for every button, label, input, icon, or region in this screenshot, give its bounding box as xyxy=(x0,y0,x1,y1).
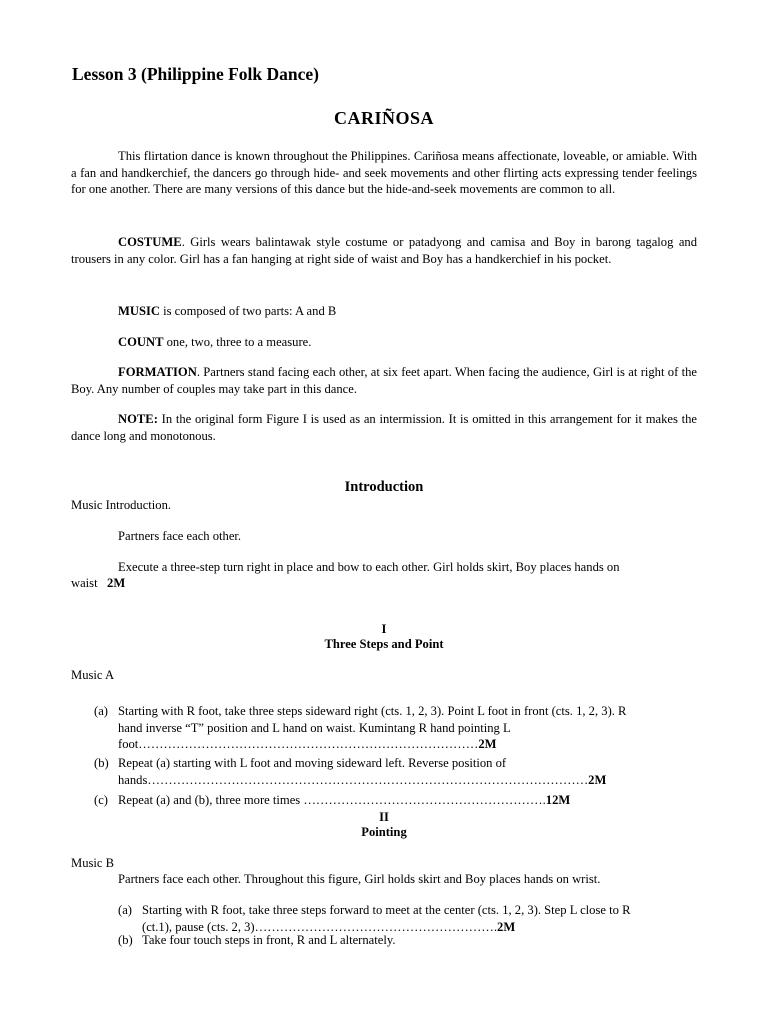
costume-paragraph xyxy=(71,234,697,267)
introduction-line-2-end xyxy=(71,575,125,592)
item-measure: 12M xyxy=(545,793,571,807)
figure-2-item-b xyxy=(118,932,698,949)
figure-1-item-c xyxy=(94,792,698,809)
item-measure: 2M xyxy=(588,772,607,787)
formation-label: FORMATION xyxy=(118,365,197,379)
figure-2-item-a xyxy=(118,902,698,936)
item-marker: (b) xyxy=(118,933,133,947)
introduction-music: Music Introduction. xyxy=(71,498,172,512)
item-line: Repeat (a) starting with L foot and moving sideward left. Reverse position of xyxy=(118,756,507,770)
note-paragraph xyxy=(71,411,697,444)
figure-1-numeral: I xyxy=(381,622,387,636)
item-measure: 2M xyxy=(497,919,516,934)
item-line-with-measure xyxy=(118,772,698,789)
introduction-line-2: Execute a three-step turn right in place and bow to each other. Girl holds skirt, Boy places hands on xyxy=(118,560,620,574)
item-line: hand inverse “T” position and L hand on waist. Kumintang R hand pointing L xyxy=(118,720,511,735)
note-label: NOTE: xyxy=(118,412,158,426)
item-marker: (a) xyxy=(118,903,132,917)
costume-text: . Girls wears balintawak style costume or patadyong and camisa and Boy in barong tagalog and trousers in any color. Girl has a fan hanging at right side of waist and Boy has a handkerchief in his pocket. xyxy=(71,235,697,266)
formation-text: . Partners stand facing each other, at six feet apart. When facing the audience, Girl is at right of the Boy. Any number of couples may take part in this dance. xyxy=(71,365,697,396)
music-text: is composed of two parts: A and B xyxy=(159,304,337,318)
note-text: In the original form Figure I is used as an intermission. It is omitted in this arrangement for it makes the dance long and monotonous. xyxy=(71,412,697,443)
music-paragraph xyxy=(71,303,697,320)
item-line: Starting with R foot, take three steps sideward right (cts. 1, 2, 3). Point L foot in front (cts. 1, 2, 3). R xyxy=(118,704,627,718)
lesson-title: Lesson 3 (Philippine Folk Dance) xyxy=(72,64,319,84)
item-line: (ct.1), pause (cts. 2, 3)…………………………………………………. xyxy=(142,919,498,934)
introduction-title: Introduction xyxy=(344,479,424,495)
music-label: MUSIC xyxy=(118,304,160,318)
item-line: hands…………………………………………………………………………………………… xyxy=(118,772,589,787)
introduction-line-2-tail: waist xyxy=(71,576,98,590)
item-marker: (b) xyxy=(94,756,109,770)
introduction-measure: 2M xyxy=(107,576,126,590)
formation-paragraph xyxy=(71,364,697,397)
item-line: Starting with R foot, take three steps forward to meet at the center (cts. 1, 2, 3). Step L close to R xyxy=(142,903,631,917)
item-line-with-measure xyxy=(118,736,698,753)
item-marker: (a) xyxy=(94,704,108,718)
figure-2-title: Pointing xyxy=(361,825,407,839)
dance-title: CARIÑOSA xyxy=(333,108,434,128)
item-line: foot……………………………………………………………………… xyxy=(118,737,479,751)
figure-2-numeral: II xyxy=(379,810,389,824)
count-label: COUNT xyxy=(118,335,164,349)
item-measure: 2M xyxy=(478,737,497,751)
intro-paragraph-text: This flirtation dance is known throughout the Philippines. Cariñosa means affectionate, loveable, or amiable. With a fan and handkerchief, the dancers go through hide- and seek movements and other flirting acts expressing tender feelings for one another. There are many versions of this dance but the hide-and-seek movements are common to all. xyxy=(71,149,697,196)
figure-2-line-1: Partners face each other. Throughout this figure, Girl holds skirt and Boy places hands on wrist. xyxy=(118,872,601,886)
introduction-line-1: Partners face each other. xyxy=(118,529,242,543)
intro-paragraph xyxy=(71,148,697,198)
figure-1-item-a xyxy=(94,703,698,753)
item-line: Repeat (a) and (b), three more times …………………………………………………. xyxy=(118,793,546,807)
item-marker: (c) xyxy=(94,793,108,807)
item-line: Take four touch steps in front, R and L alternately. xyxy=(142,933,396,947)
count-paragraph xyxy=(71,334,697,351)
count-text: one, two, three to a measure. xyxy=(163,335,312,349)
figure-1-title: Three Steps and Point xyxy=(324,637,444,651)
figure-1-music: Music A xyxy=(71,668,115,682)
figure-1-item-b xyxy=(94,755,698,789)
figure-2-music: Music B xyxy=(71,856,115,870)
item-line-with-measure xyxy=(118,792,698,809)
costume-label: COSTUME xyxy=(118,235,182,249)
